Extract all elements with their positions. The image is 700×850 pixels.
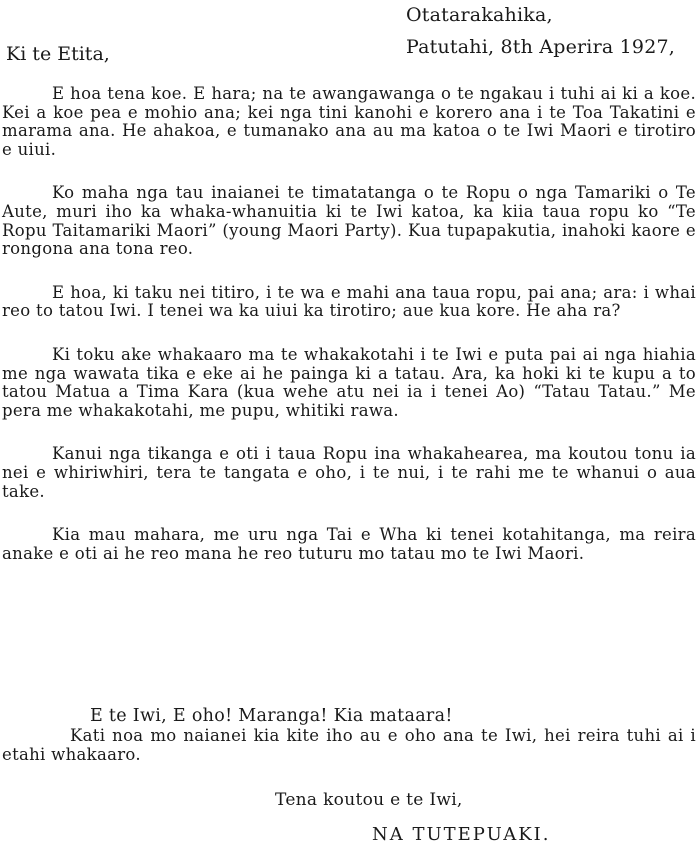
paragraph: Kanui nga tikanga e oti i taua Ropu ina whakahearea, ma koutou tonu ia nei e whiriwhiri, tera te tangata e oho, i te nui, i te rahi me te whanui o aua take. bbox=[2, 444, 696, 501]
exclamation-line: E te Iwi, E oho! Maranga! Kia mataara! bbox=[90, 706, 453, 726]
signoff: Tena koutou e te Iwi, bbox=[275, 790, 463, 810]
closing-section bbox=[2, 707, 696, 764]
address-place: Otatarakahika, bbox=[406, 4, 553, 26]
paragraph: Ko maha nga tau inaianei te timatatanga o te Ropu o nga Tamariki o Te Aute, muri iho ka whaka-whanuitia ki te Iwi katoa, ka kiia taua ropu ko “Te Ropu Taitamariki Maori” (young Maori Party). Kua tupapakutia, inahoki kaore e rongona ana tona reo. bbox=[2, 183, 696, 259]
paragraph: E hoa tena koe. E hara; na te awangawanga o te ngakau i tuhi ai ki a koe. Kei a koe pea e mohio ana; kei nga tini kanohi e korero ana i te Toa Takatini e marama ana. He ahakoa, e tumanako ana au ma katoa o te Iwi Maori e tirotiro e uiui. bbox=[2, 84, 696, 159]
paragraph: Kia mau mahara, me uru nga Tai e Wha ki tenei kotahitanga, ma reira anake e oti ai he reo mana he reo tuturu mo tatau mo te Iwi Maori. bbox=[2, 525, 696, 563]
paragraph: E hoa, ki taku nei titiro, i te wa e mahi ana taua ropu, pai ana; ara: i whai reo to tatou Iwi. I tenei wa ka uiui ka tirotiro; aue kua kore. He aha ra? bbox=[2, 282, 696, 321]
sender-address bbox=[406, 0, 675, 62]
paragraph: Ki toku ake whakaaro ma te whakakotahi i te Iwi e puta pai ai nga hiahia me nga wawata tika e eke ai he painga ki a tatau. Ara, ka hoki ki te kupu a to tatou Matua a Tima Kara (kua wehe atu nei ia i tenei Ao) “Tatau Tatau.” Me pera me whakakotahi, me pupu, whitiki rawa. bbox=[2, 344, 696, 420]
signature: NA TUTEPUAKI. bbox=[372, 824, 551, 845]
salutation: Ki te Etita, bbox=[6, 43, 110, 65]
letter-body bbox=[2, 85, 696, 588]
final-paragraph: Kati noa mo naianei kia kite iho au e oho ana te Iwi, hei reira tuhi ai i etahi whakaaro. bbox=[2, 726, 696, 764]
address-date-line: Patutahi, 8th Aperira 1927, bbox=[406, 36, 676, 58]
